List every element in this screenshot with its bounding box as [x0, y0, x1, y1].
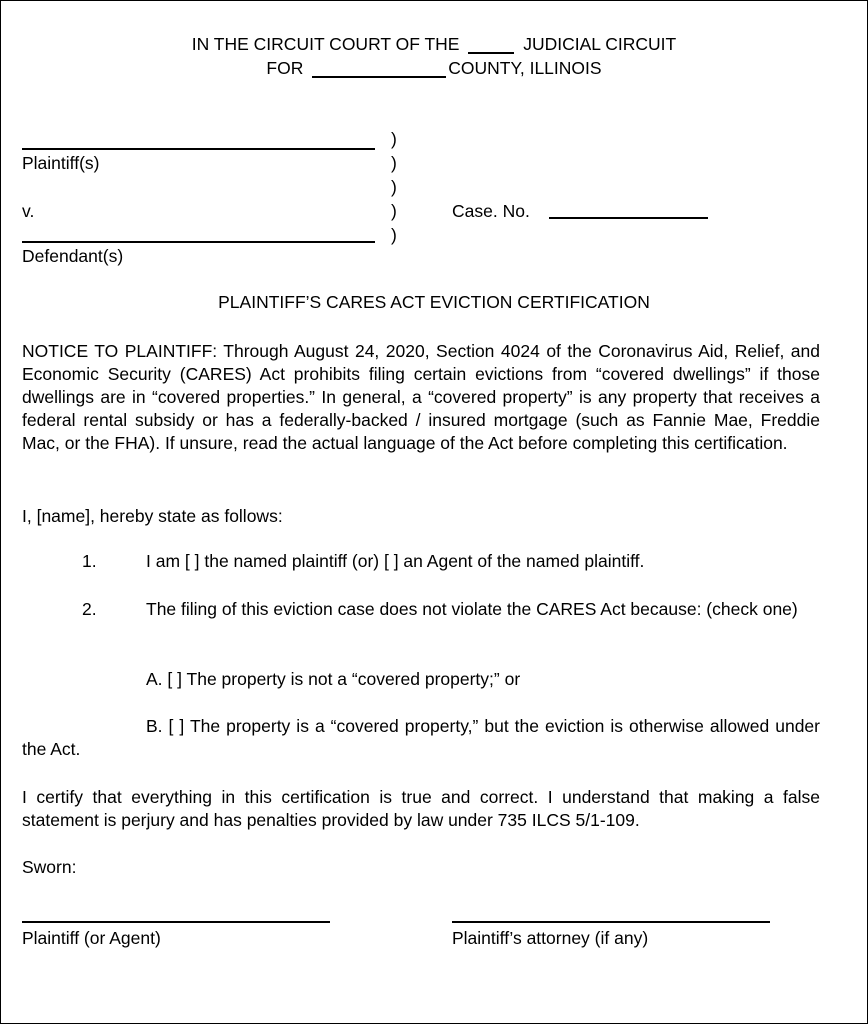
notice-paragraph: NOTICE TO PLAINTIFF: Through August 24, 2020, Section 4024 of the Coronavirus Aid, Relief, and Economic Security (CARES) Act prohibits filing certain evictions from “covered dwellings” if those dwellings are in “covered properties.” In general, a “covered property” is any property that receives a federal rental subsidy or has a federally-backed / insured mortgage (such as Fannie Mae, Freddie Mac, or the FHA). If unsure, read the actual language of the Act before completing this certification.: [22, 341, 820, 453]
certification-paragraph: I certify that everything in this certification is true and correct. I understand that making a false statement is perjury and has penalties provided by law under 735 ILCS 5/1-109.: [22, 787, 820, 830]
item-number: 1.: [82, 551, 97, 571]
circuit-number-blank[interactable]: [468, 36, 514, 54]
plaintiff-signature-label: Plaintiff (or Agent): [22, 928, 161, 948]
court-header-line1: [1, 33, 867, 56]
plaintiff-label: Plaintiff(s): [22, 153, 100, 173]
item-number: 2.: [82, 599, 97, 619]
plaintiff-signature-line[interactable]: [22, 921, 330, 923]
caption-parenthesis: ): [391, 225, 397, 245]
caption-parenthesis: ): [391, 201, 397, 221]
case-number-label: Case. No.: [452, 201, 530, 221]
attorney-signature-line[interactable]: [452, 921, 770, 923]
sworn-label: Sworn:: [22, 857, 77, 877]
court-header-text: JUDICIAL CIRCUIT: [523, 34, 677, 54]
case-number-line[interactable]: [549, 217, 708, 219]
item-text-cares-reason: The filing of this eviction case does not violate the CARES Act because: (check one): [146, 599, 798, 619]
county-prefix: FOR: [266, 58, 304, 78]
defendant-name-line[interactable]: [22, 241, 375, 243]
defendant-label: Defendant(s): [22, 246, 124, 266]
county-suffix: COUNTY, ILLINOIS: [448, 58, 602, 78]
caption-parenthesis: ): [391, 177, 397, 197]
item-text-plaintiff-or-agent: I am [ ] the named plaintiff (or) [ ] an Agent of the named plaintiff.: [146, 551, 645, 571]
court-header-text: IN THE CIRCUIT COURT OF THE: [191, 34, 460, 54]
option-covered-but-allowed: B. [ ] The property is a “covered property,” but the eviction is otherwise allowed under the Act.: [22, 716, 820, 759]
versus-label: v.: [22, 201, 35, 221]
court-header-line2: [1, 57, 867, 80]
county-blank[interactable]: [312, 60, 446, 78]
caption-parenthesis: ): [391, 129, 397, 149]
caption-parenthesis: ): [391, 153, 397, 173]
option-not-covered: A. [ ] The property is not a “covered property;” or: [146, 669, 521, 689]
statement-intro: I, [name], hereby state as follows:: [22, 506, 283, 526]
document-title: PLAINTIFF’S CARES ACT EVICTION CERTIFICATION: [218, 292, 650, 312]
plaintiff-name-line[interactable]: [22, 148, 375, 150]
attorney-signature-label: Plaintiff’s attorney (if any): [452, 928, 649, 948]
